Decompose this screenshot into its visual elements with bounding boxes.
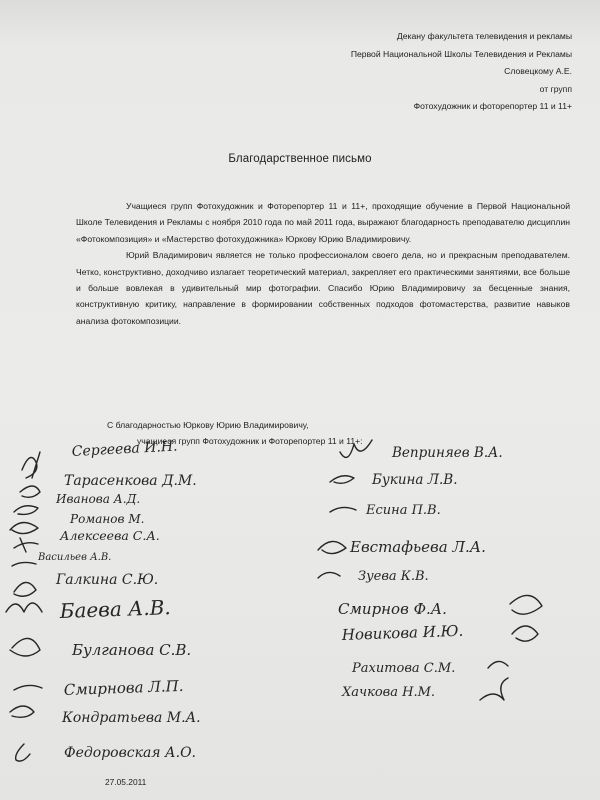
signature-name-left: Галкина С.Ю.: [56, 572, 159, 588]
signature-name-right: Букина Л.В.: [372, 472, 458, 488]
signature-name-right: Есина П.В.: [366, 503, 441, 518]
signature-name-left: Алексеева С.А.: [60, 528, 160, 543]
signature-name-left: Смирнова Л.П.: [63, 676, 184, 699]
signature-name-left: Тарасенкова Д.М.: [64, 473, 197, 489]
signature-name-left: Сергеева И.Н.: [71, 438, 178, 460]
signature-name-right: Рахитова С.М.: [352, 661, 456, 676]
signature-name-left: Булганова С.В.: [72, 641, 192, 659]
signature-marks-left: [6, 452, 42, 761]
signature-name-left: Романов М.: [70, 512, 145, 526]
closing-line: С благодарностью Юркову Юрию Владимировичу,: [107, 420, 309, 430]
signatures-right: [338, 445, 503, 700]
letter-date: 27.05.2011: [105, 777, 147, 787]
signature-name-left: Иванова А.Д.: [56, 492, 141, 506]
signature-name-left: Кондратьева М.А.: [62, 710, 201, 726]
signature-name-right: Смирнов Ф.А.: [338, 600, 447, 618]
signature-name-right: Хачкова Н.М.: [342, 685, 436, 700]
signature-name-right: Евстафьева Л.А.: [350, 538, 486, 556]
addressee-line: Словецкому А.Е.: [504, 66, 572, 76]
signature-name-right: Новикова И.Ю.: [341, 621, 464, 644]
signature-name-right: Зуева К.В.: [358, 569, 429, 584]
addressee-line: Декану факультета телевидения и рекламы: [396, 31, 572, 41]
signatures-left: [37, 438, 201, 761]
closing-line: учащиеся групп Фотохудожник и Фоторепортер 11 и 11+:: [137, 436, 363, 446]
signature-name-left: Баева А.В.: [59, 595, 172, 623]
body-paragraph: Юрий Владимирович является не только профессионалом своего дела, но и прекрасным преподавателем. Четко, конструктивно, доходчиво излагает теоретический материал, закрепляет его практическими занятиями, все больше и больше вовлекая в удивительный мир фотографии. Спасибо Юрию Владимировичу за бесценные знания, конструктивную критику, направление в формировании собственных подходов фотомастерства, развитие навыков анализа фотокомпозиции.: [76, 250, 570, 326]
body-paragraph: Учащиеся групп Фотохудожник и Фоторепортер 11 и 11+, проходящие обучение в Первой Национальной Школе Телевидения и Рекламы с ноября 2010 года по май 2011 года, выражают благодарность преподавателю дисциплин «Фотокомпозиция» и «Мастерство фотохудожника» Юркову Юрию Владимировичу.: [76, 201, 570, 244]
addressee-line: Фотохудожник и фоторепортер 11 и 11+: [413, 101, 572, 111]
signature-name-left: Федоровская А.О.: [64, 745, 196, 761]
addressee-line: от групп: [539, 83, 572, 94]
letter-title: Благодарственное письмо: [228, 153, 372, 165]
addressee-line: Первой Национальной Школы Телевидения и Рекламы: [350, 48, 572, 59]
signature-name-right: Веприняев В.А.: [392, 445, 503, 461]
signature-name-left: Васильев А.В.: [38, 552, 112, 563]
